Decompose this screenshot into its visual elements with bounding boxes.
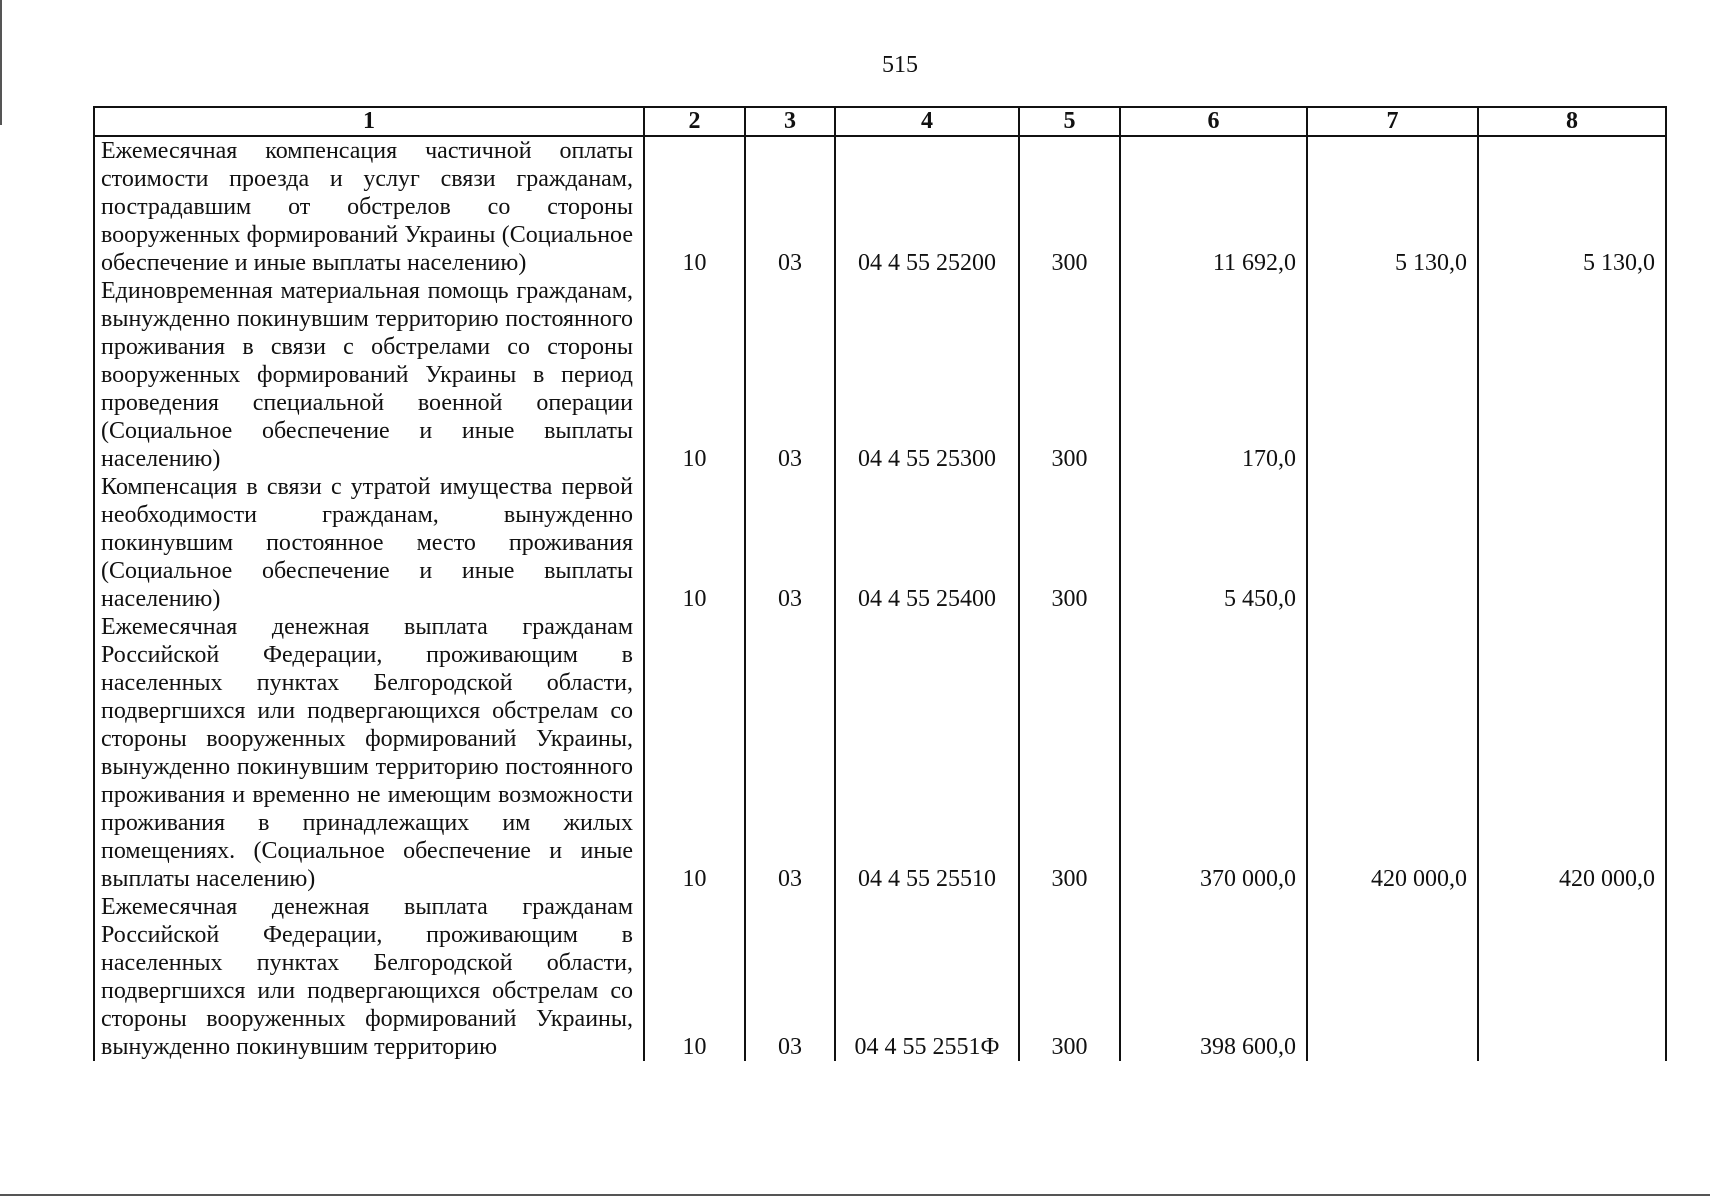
row-amount-6: 5 450,0 [1120, 473, 1307, 613]
row-amount-7: 420 000,0 [1307, 613, 1478, 893]
row-description: Компенсация в связи с утратой имущества первой необходимости гражданам, вынужденно покинувшим постоянное место проживания (Социальное обеспечение и иные выплаты населению) [94, 473, 644, 613]
col-header-5: 5 [1019, 107, 1120, 136]
budget-table [93, 106, 1667, 1061]
table-row [94, 473, 1666, 613]
col-header-8: 8 [1478, 107, 1666, 136]
row-target-code: 04 4 55 25300 [835, 277, 1019, 473]
row-subsection: 03 [745, 136, 835, 277]
row-amount-7 [1307, 277, 1478, 473]
col-header-3: 3 [745, 107, 835, 136]
row-expense-type: 300 [1019, 277, 1120, 473]
row-description: Ежемесячная денежная выплата гражданам Российской Федерации, проживающим в населенных пунктах Белгородской области, подвергшихся или подвергающихся обстрелам со стороны вооруженных формирований Украины, вынужденно покинувшим территорию постоянного проживания и временно не имеющим возможности проживания в принадлежащих им жилых помещениях. (Социальное обеспечение и иные выплаты населению) [94, 613, 644, 893]
header-row [94, 107, 1666, 136]
scan-edge-bottom [0, 1194, 1710, 1196]
table-row [94, 136, 1666, 277]
row-expense-type: 300 [1019, 613, 1120, 893]
col-header-1: 1 [94, 107, 644, 136]
row-amount-6: 11 692,0 [1120, 136, 1307, 277]
row-target-code: 04 4 55 25510 [835, 613, 1019, 893]
row-section: 10 [644, 473, 745, 613]
row-amount-8 [1478, 893, 1666, 1061]
row-amount-8 [1478, 473, 1666, 613]
page-number: 515 [882, 52, 918, 78]
row-amount-7: 5 130,0 [1307, 136, 1478, 277]
row-subsection: 03 [745, 473, 835, 613]
row-description: Единовременная материальная помощь гражданам, вынужденно покинувшим территорию постоянного проживания в связи с обстрелами со стороны вооруженных формирований Украины в период проведения специальной военной операции (Социальное обеспечение и иные выплаты населению) [94, 277, 644, 473]
row-subsection: 03 [745, 893, 835, 1061]
col-header-2: 2 [644, 107, 745, 136]
row-amount-7 [1307, 893, 1478, 1061]
row-section: 10 [644, 613, 745, 893]
row-amount-8 [1478, 277, 1666, 473]
row-section: 10 [644, 136, 745, 277]
table-row [94, 613, 1666, 893]
row-subsection: 03 [745, 277, 835, 473]
row-amount-6: 170,0 [1120, 277, 1307, 473]
row-amount-6: 370 000,0 [1120, 613, 1307, 893]
col-header-6: 6 [1120, 107, 1307, 136]
row-amount-6: 398 600,0 [1120, 893, 1307, 1061]
row-description: Ежемесячная денежная выплата гражданам Российской Федерации, проживающим в населенных пунктах Белгородской области, подвергшихся или подвергающихся обстрелам со стороны вооруженных формирований Украины, вынужденно покинувшим территорию [94, 893, 644, 1061]
row-target-code: 04 4 55 25200 [835, 136, 1019, 277]
row-section: 10 [644, 893, 745, 1061]
row-target-code: 04 4 55 25400 [835, 473, 1019, 613]
row-amount-8: 5 130,0 [1478, 136, 1666, 277]
row-expense-type: 300 [1019, 893, 1120, 1061]
row-amount-7 [1307, 473, 1478, 613]
table-row [94, 893, 1666, 1061]
row-expense-type: 300 [1019, 473, 1120, 613]
table-row [94, 277, 1666, 473]
row-subsection: 03 [745, 613, 835, 893]
row-amount-8: 420 000,0 [1478, 613, 1666, 893]
row-target-code: 04 4 55 2551Ф [835, 893, 1019, 1061]
row-expense-type: 300 [1019, 136, 1120, 277]
col-header-4: 4 [835, 107, 1019, 136]
row-section: 10 [644, 277, 745, 473]
row-description: Ежемесячная компенсация частичной оплаты стоимости проезда и услуг связи гражданам, пострадавшим от обстрелов со стороны вооруженных формирований Украины (Социальное обеспечение и иные выплаты населению) [94, 136, 644, 277]
col-header-7: 7 [1307, 107, 1478, 136]
